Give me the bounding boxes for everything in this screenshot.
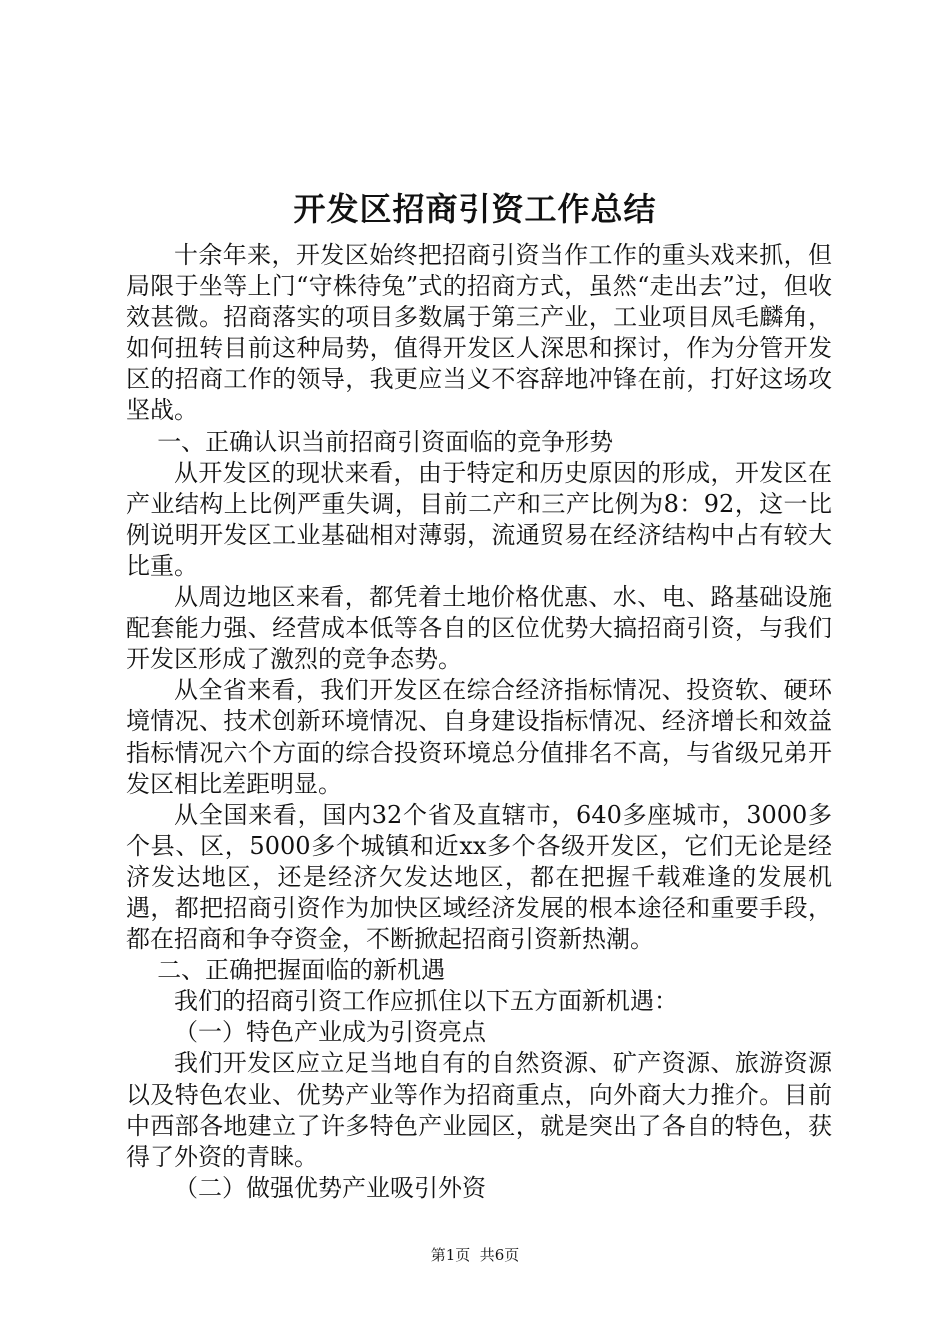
section-heading: 一、正确认识当前招商引资面临的竞争形势: [157, 427, 614, 456]
section-heading: 二、正确把握面临的新机遇: [157, 956, 446, 985]
body-paragraph: （二）做强优势产业吸引外资: [174, 1173, 486, 1202]
body-paragraph: 我们的招商引资工作应抓住以下五方面新机遇：: [174, 987, 678, 1016]
body-paragraph: 从全省来看，我们开发区在综合经济指标情况、投资软、硬环境情况、技术创新环境情况、自身建设指标情况、经济增长和效益指标情况六个方面的综合投资环境总分值排名不高，与省级兄弟开发区相比差距明显。: [126, 676, 832, 798]
body-paragraph: （一）特色产业成为引资亮点: [174, 1018, 486, 1047]
document-title: 开发区招商引资工作总结: [293, 190, 657, 228]
body-paragraph: 从周边地区来看，都凭着土地价格优惠、水、电、路基础设施配套能力强、经营成本低等各自的区位优势大搞招商引资，与我们开发区形成了激烈的竞争态势。: [126, 583, 832, 674]
body-paragraph: 从开发区的现状来看，由于特定和历史原因的形成，开发区在产业结构上比例严重失调，目前二产和三产比例为8：92，这一比例说明开发区工业基础相对薄弱，流通贸易在经济结构中占有较大比重。: [126, 458, 832, 580]
body-paragraph: 十余年来，开发区始终把招商引资当作工作的重头戏来抓，但局限于坐等上门“守株待兔”式的招商方式，虽然“走出去”过，但收效甚微。招商落实的项目多数属于第三产业，工业项目凤毛麟角，如何扭转目前这种局势，值得开发区人深思和探讨，作为分管开发区的招商工作的领导，我更应当义不容辞地冲锋在前，打好这场攻坚战。: [126, 241, 832, 425]
body-paragraph: 我们开发区应立足当地自有的自然资源、矿产资源、旅游资源以及特色农业、优势产业等作为招商重点，向外商大力推介。目前中西部各地建立了许多特色产业园区，就是突出了各自的特色，获得了外资的青睐。: [126, 1049, 832, 1171]
body-paragraph: 从全国来看，国内32个省及直辖市，640多座城市，3000多个县、区，5000多个城镇和近xx多个各级开发区，它们无论是经济发达地区，还是经济欠发达地区，都在把握千载难逢的发展机遇，都把招商引资作为加快区域经济发展的根本途径和重要手段，都在招商和争夺资金，不断掀起招商引资新热潮。: [126, 800, 832, 954]
page-footer: [0, 1245, 950, 1265]
document-body: [126, 240, 832, 1204]
page-number-label: 第1页 共6页: [430, 1246, 520, 1264]
